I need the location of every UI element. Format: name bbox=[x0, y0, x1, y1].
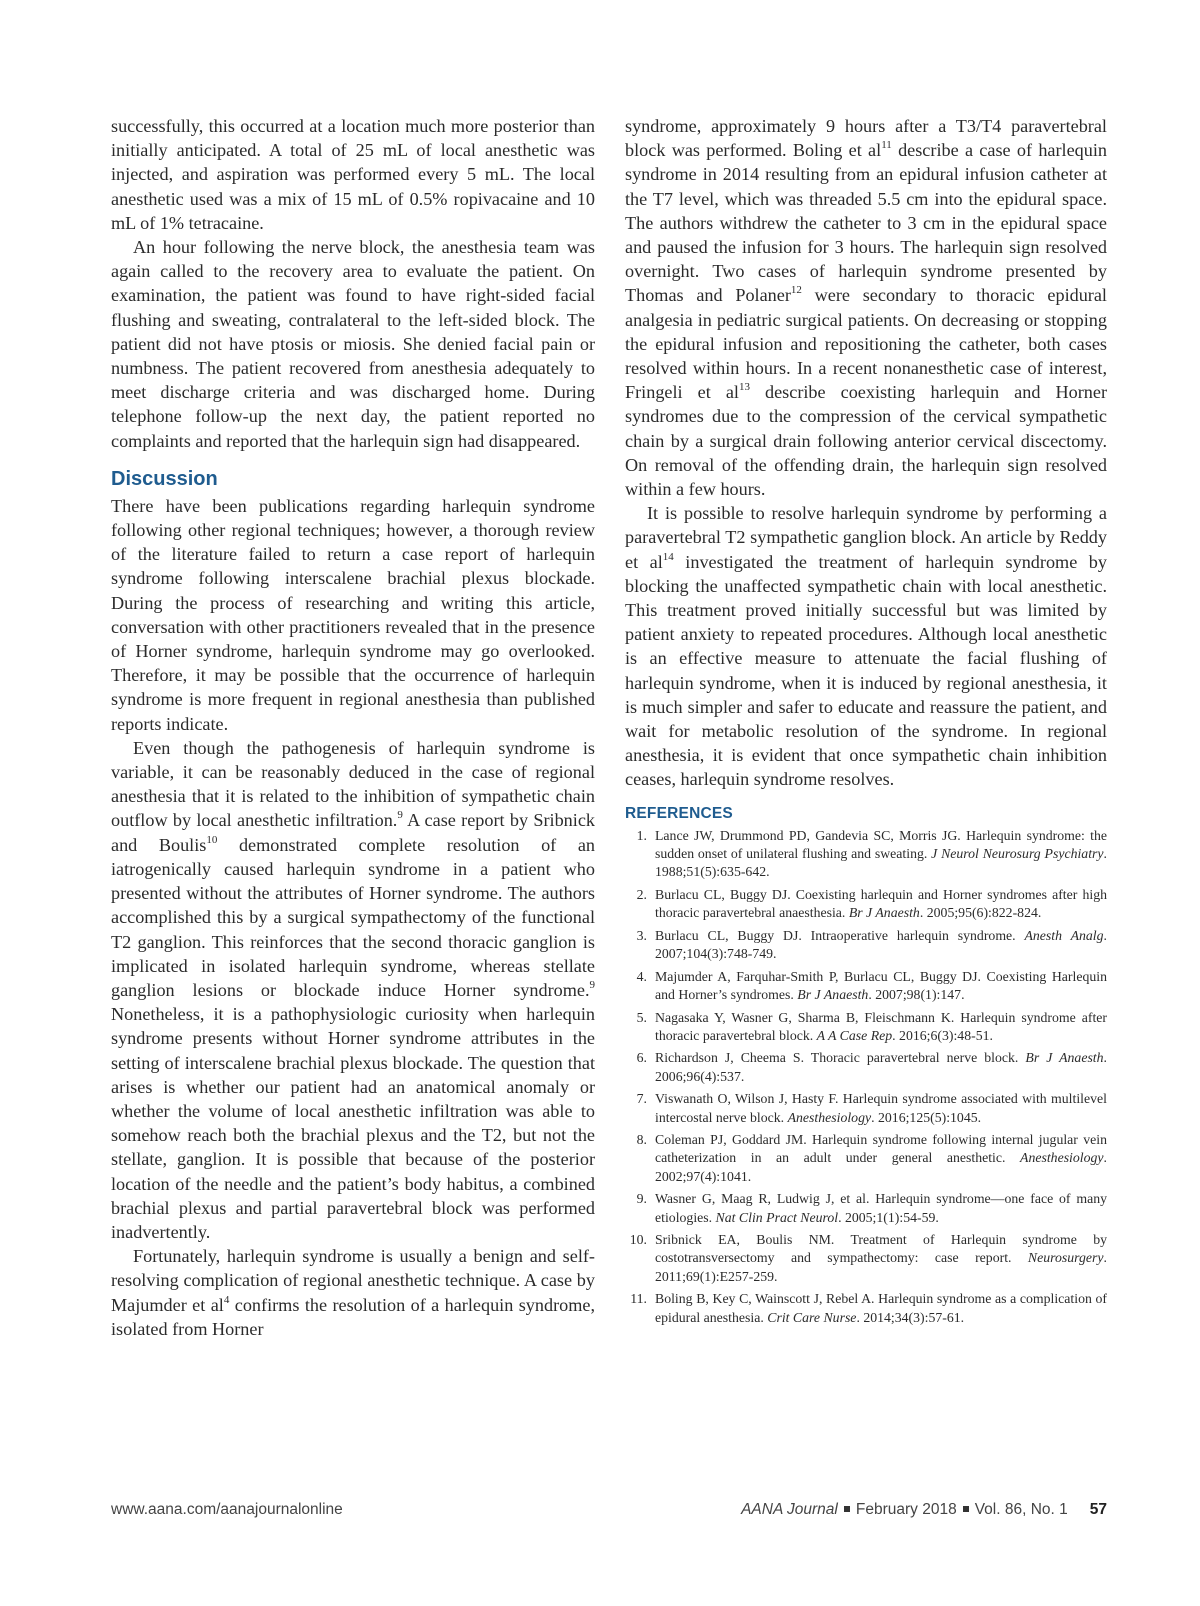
reference-details: . 1988;51(5):635-642. bbox=[655, 845, 1107, 880]
reference-item bbox=[625, 1049, 1107, 1085]
reference-item bbox=[625, 1190, 1107, 1226]
paragraph bbox=[625, 114, 1107, 501]
reference-text bbox=[655, 927, 1107, 963]
reference-number: 2. bbox=[636, 886, 647, 902]
reference-item bbox=[625, 968, 1107, 1004]
reference-text bbox=[655, 1190, 1107, 1226]
reference-journal: Br J Anaesth bbox=[797, 986, 869, 1002]
reference-item bbox=[625, 1290, 1107, 1326]
reference-authors-title: Viswanath O, Wilson J, Hasty F. Harlequin syndrome associated with multilevel intercostal nerve block. bbox=[655, 1091, 1107, 1125]
footer-url[interactable]: www.aana.com/aanajournalonline bbox=[111, 1501, 343, 1518]
footer-journal: AANA Journal bbox=[741, 1501, 838, 1518]
reference-journal: Neurosurgery bbox=[1027, 1250, 1104, 1266]
reference-details: . 2007;98(1):147. bbox=[868, 986, 965, 1002]
reference-number: 3. bbox=[636, 927, 647, 943]
references-list bbox=[625, 827, 1107, 1327]
reference-authors-title: Burlacu CL, Buggy DJ. Intraoperative harlequin syndrome. bbox=[655, 927, 1025, 943]
reference-authors-title: Lance JW, Drummond PD, Gandevia SC, Morris JG. Harlequin syndrome: the sudden onset of unilateral flushing and sweating. bbox=[655, 827, 1107, 861]
reference-details: . 2002;97(4):1041. bbox=[655, 1150, 1107, 1184]
reference-authors-title: Sribnick EA, Boulis NM. Treatment of Harlequin syndrome by costotransversectomy and sympathectomy: case report. bbox=[655, 1232, 1107, 1266]
reference-item bbox=[625, 1231, 1107, 1286]
reference-number: 1. bbox=[636, 827, 647, 843]
text-run: It is possible to resolve harlequin syndrome by performing a paravertebral T2 sympathetic ganglion block. An article by Reddy et al bbox=[625, 503, 1107, 572]
page-number: 57 bbox=[1089, 1501, 1107, 1518]
reference-text bbox=[655, 1290, 1107, 1326]
reference-journal: Br J Anaesth bbox=[1025, 1050, 1104, 1066]
paragraph: There have been publications regarding harlequin syndrome following other regional techniques; however, a thorough review of the literature failed to return a case report of harlequin syndrome following interscalene brachial plexus blockade. During the process of researching and writing this article, conversation with other practitioners revealed that in the presence of Horner syndrome, harlequin syndrome may go overlooked. Therefore, it may be possible that the occurrence of harlequin syndrome is more frequent in regional anesthesia than published reports indicate. bbox=[111, 495, 595, 734]
citation-superscript: 14 bbox=[662, 550, 674, 563]
reference-journal: J Neurol Neurosurg Psychiatry bbox=[931, 845, 1104, 861]
reference-number: 5. bbox=[636, 1009, 647, 1025]
reference-details: . 2016;6(3):48-51. bbox=[892, 1027, 993, 1043]
text-run: were secondary to thoracic epidural analgesia in pediatric surgical patients. On decreasing or stopping the epidural infusion and repositioning the catheter, both cases resolved within hours. In a recent nonanesthetic case of interest, Fringeli et al bbox=[625, 285, 1107, 403]
reference-text bbox=[655, 1231, 1107, 1286]
footer-date: February 2018 bbox=[855, 1501, 957, 1518]
reference-journal: A A Case Rep bbox=[816, 1027, 893, 1043]
reference-journal: Anesthesiology bbox=[787, 1109, 872, 1125]
text-run: Nonetheless, it is a pathophysiologic curiosity when harlequin syndrome presents without Horner syndrome attributes in the setting of interscalene brachial plexus blockade. The question that arises is whether our patient had an anatomical anomaly or whether the volume of local anesthetic infiltration was able to somehow reach both the brachial plexus and the T2, but not the stellate, ganglion. It is possible that because of the posterior location of the needle and the patient’s body habitus, a combined brachial plexus and partial paravertebral block was performed inadvertently. bbox=[111, 1004, 595, 1242]
reference-text bbox=[655, 1090, 1107, 1126]
reference-journal: Br J Anaesth bbox=[848, 905, 920, 920]
reference-item bbox=[625, 1131, 1107, 1186]
reference-text bbox=[655, 1049, 1107, 1085]
text-run: describe a case of harlequin syndrome in 2014 resulting from an epidural infusion catheter at the T7 level, which was threaded 5.5 cm into the epidural space. The authors withdrew the catheter to 3 cm in the epidural space and paused the infusion for 3 hours. The harlequin sign resolved overnight. Two cases of harlequin syndrome presented by Thomas and Polaner bbox=[625, 140, 1107, 306]
paragraph bbox=[625, 501, 1107, 791]
citation-superscript: 9 bbox=[589, 978, 595, 991]
citation-superscript: 13 bbox=[738, 381, 750, 394]
reference-number: 10. bbox=[629, 1232, 647, 1248]
text-run: Fortunately, harlequin syndrome is usually a benign and self-resolving complication of regional anesthetic technique. A case by Majumder et al bbox=[111, 1246, 595, 1315]
reference-details: . 2016;125(5):1045. bbox=[871, 1109, 982, 1125]
references-heading: REFERENCES bbox=[625, 804, 733, 822]
text-run: A case report by Sribnick and Boulis bbox=[111, 810, 595, 855]
text-run: demonstrated complete resolution of an iatrogenically caused harlequin syndrome in a patient who presented without the attributes of Horner syndrome. The authors accomplished this by a surgical sympathectomy of the functional T2 ganglion. This reinforces that the second thoracic ganglion is implicated in isolated harlequin syndrome, whereas stellate ganglion lesions or blockade induce Horner syndrome. bbox=[111, 834, 595, 1000]
discussion-heading: Discussion bbox=[111, 467, 218, 490]
text-run: Even though the pathogenesis of harlequin syndrome is variable, it can be reasonably deduced in the case of regional anesthesia that it is related to the inhibition of sympathetic chain outflow by local anesthetic infiltration. bbox=[111, 737, 595, 831]
paragraph bbox=[111, 1244, 595, 1341]
square-bullet-icon bbox=[963, 1506, 969, 1512]
reference-details: . 2014;34(3):57-61. bbox=[856, 1309, 965, 1325]
paragraph: An hour following the nerve block, the anesthesia team was again called to the recovery area to evaluate the patient. On examination, the patient was found to have right-sided facial flushing and sweating, contralateral to the left-sided block. The patient did not have ptosis or miosis. She denied facial pain or numbness. The patient recovered from anesthesia adequately to meet discharge criteria and was discharged home. During telephone follow-up the next day, the patient reported no complaints and reported that the harlequin sign had disappeared. bbox=[111, 237, 595, 451]
citation-superscript: 11 bbox=[881, 139, 892, 152]
reference-item bbox=[625, 886, 1107, 922]
reference-authors-title: Nagasaka Y, Wasner G, Sharma B, Fleischmann K. Harlequin syndrome after thoracic paravertebral block. bbox=[655, 1009, 1107, 1043]
reference-number: 9. bbox=[636, 1191, 647, 1207]
reference-authors-title: Boling B, Key C, Wainscott J, Rebel A. Harlequin syndrome as a complication of epidural anesthesia. bbox=[655, 1291, 1107, 1325]
left-column bbox=[111, 114, 595, 1341]
reference-text bbox=[655, 1009, 1107, 1045]
reference-number: 8. bbox=[636, 1132, 647, 1148]
reference-details: . 2007;104(3):748-749. bbox=[655, 927, 1107, 961]
reference-authors-title: Majumder A, Farquhar-Smith P, Burlacu CL, Buggy DJ. Coexisting Harlequin and Horner’s syndromes. bbox=[655, 968, 1107, 1002]
reference-details: . 2011;69(1):E257-259. bbox=[655, 1250, 1107, 1284]
reference-item bbox=[625, 1090, 1107, 1126]
reference-item bbox=[625, 1009, 1107, 1045]
reference-number: 11. bbox=[630, 1291, 647, 1307]
paragraph: successfully, this occurred at a location much more posterior than initially anticipated. A total of 25 mL of local anesthetic was injected, and aspiration was performed every 5 mL. The local anesthetic used was a mix of 15 mL of 0.5% ropivacaine and 10 mL of 1% tetracaine. bbox=[111, 116, 595, 233]
reference-details: . 2006;96(4):537. bbox=[655, 1050, 1107, 1084]
reference-journal: Nat Clin Pract Neurol bbox=[715, 1209, 839, 1225]
citation-superscript: 9 bbox=[397, 809, 403, 822]
reference-journal: Crit Care Nurse bbox=[767, 1309, 857, 1325]
reference-number: 4. bbox=[636, 968, 647, 984]
reference-item bbox=[625, 827, 1107, 882]
citation-superscript: 4 bbox=[223, 1293, 230, 1306]
reference-authors-title: Wasner G, Maag R, Ludwig J, et al. Harlequin syndrome—one face of many etiologies. bbox=[655, 1191, 1107, 1225]
reference-authors-title: Richardson J, Cheema S. Thoracic paravertebral nerve block. bbox=[655, 1050, 1026, 1066]
reference-text bbox=[655, 827, 1107, 882]
reference-number: 6. bbox=[636, 1050, 647, 1066]
reference-text bbox=[655, 1131, 1107, 1186]
citation-superscript: 10 bbox=[206, 833, 218, 846]
footer-volume: Vol. 86, No. 1 bbox=[974, 1501, 1068, 1518]
text-run: describe coexisting harlequin and Horner syndromes due to the compression of the cervical sympathetic chain by a surgical drain following anterior cervical discectomy. On removal of the offending drain, the harlequin sign resolved within a few hours. bbox=[625, 382, 1107, 500]
reference-authors-title: Burlacu CL, Buggy DJ. Coexisting harlequin and Horner syndromes after high thoracic paravertebral anaesthesia. bbox=[655, 886, 1107, 920]
text-run: syndrome, approximately 9 hours after a T3/T4 paravertebral block was performed. Boling et al bbox=[625, 116, 1107, 161]
reference-text bbox=[655, 968, 1107, 1004]
reference-journal: Anesthesiology bbox=[1020, 1150, 1104, 1166]
footer-citation bbox=[741, 1501, 1107, 1519]
citation-superscript: 12 bbox=[790, 284, 802, 297]
text-run: investigated the treatment of harlequin syndrome by blocking the unaffected sympathetic chain with local anesthetic. This treatment proved initially successful but was limited by patient anxiety to repeated procedures. Although local anesthetic is an effective measure to attenuate the facial flushing of harlequin syndrome, when it is induced by regional anesthesia, it is much simpler and safer to educate and reassure the patient, and wait for metabolic resolution of the syndrome. In regional anesthesia, it is evident that once sympathetic chain inhibition ceases, harlequin syndrome resolves. bbox=[625, 551, 1107, 790]
text-run: confirms the resolution of a harlequin syndrome, isolated from Horner bbox=[111, 1294, 596, 1339]
reference-text bbox=[655, 886, 1107, 922]
reference-number: 7. bbox=[636, 1091, 647, 1107]
paragraph bbox=[111, 736, 595, 1244]
square-bullet-icon bbox=[844, 1506, 850, 1512]
reference-details: . 2005;95(6):822-824. bbox=[919, 905, 1042, 920]
reference-authors-title: Coleman PJ, Goddard JM. Harlequin syndrome following internal jugular vein catheterization in an adult under general anesthetic. bbox=[655, 1132, 1107, 1166]
right-column bbox=[625, 114, 1107, 1331]
reference-item bbox=[625, 927, 1107, 963]
reference-details: . 2005;1(1):54-59. bbox=[838, 1209, 939, 1225]
reference-journal: Anesth Analg bbox=[1024, 927, 1104, 943]
